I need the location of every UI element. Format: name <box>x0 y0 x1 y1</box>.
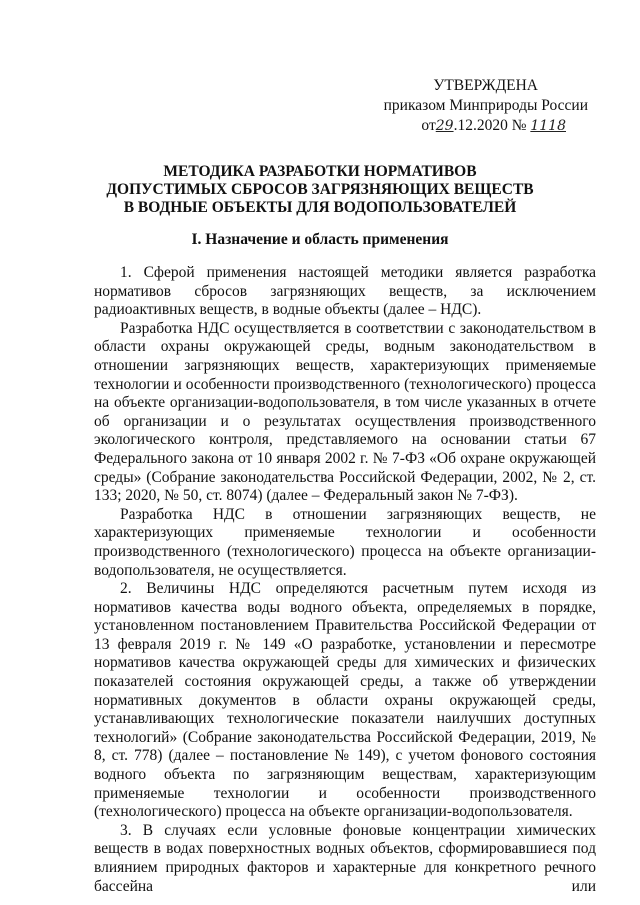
approval-date-day: 29 <box>435 118 454 134</box>
approval-number: 1118 <box>530 118 566 134</box>
approval-date-line <box>0 116 588 136</box>
title-line-2: ДОПУСТИМЫХ СБРОСОВ ЗАГРЯЗНЯЮЩИХ ВЕЩЕСТВ <box>106 181 534 198</box>
document-body <box>94 264 596 896</box>
approval-date-prefix: от <box>421 117 436 134</box>
approval-order: приказом Минприроды России <box>383 97 588 114</box>
paragraph-2: Разработка НДС осуществляется в соответствии с законодательством в области охраны окружающей среды, водным законодательством в отношении загрязняющих веществ, характеризующих применяемые технологии и особенности производственного (технологического) процесса на объекте организации-водопользователя, в том числе указанных в отчете об организации и о результатах осуществления производственного экологического контроля, представляемого на основании статьи 67 Федерального закона от 10 января 2002 г. № 7-ФЗ «Об охране окружающей среды» (Собрание законодательства Российской Федерации, 2002, № 2, ст. 133; 2020, № 50, ст. 8074) (далее – Федеральный закон № 7-ФЗ). <box>94 319 596 505</box>
approval-date-rest: .12.2020 № <box>453 117 527 134</box>
paragraph-1: 1. Сферой применения настоящей методики является разработка нормативов сбросов загрязняющих веществ, за исключением радиоактивных веществ, в водные объекты (далее – НДС). <box>94 264 596 319</box>
title-line-1: МЕТОДИКА РАЗРАБОТКИ НОРМАТИВОВ <box>163 163 477 180</box>
paragraph-3: Разработка НДС в отношении загрязняющих веществ, не характеризующих применяемые технологии и особенности производственного (технологического) процесса на объекте организации-водопользователя, не осуществляется. <box>94 505 596 579</box>
approval-title: УТВЕРЖДЕНА <box>433 77 538 94</box>
document-title <box>90 163 550 217</box>
paragraph-5: 3. В случаях если условные фоновые концентрации химических веществ в водах поверхностных водных объектов, сформировавшиеся под влиянием природных факторов и характерные для конкретного речного бассейна или <box>94 821 596 895</box>
title-line-3: В ВОДНЫЕ ОБЪЕКТЫ ДЛЯ ВОДОПОЛЬЗОВАТЕЛЕЙ <box>123 199 517 216</box>
section-heading: I. Назначение и область применения <box>191 231 449 248</box>
approval-stamp <box>0 76 588 136</box>
paragraph-4: 2. Величины НДС определяются расчетным путем исходя из нормативов качества воды водного объекта, определяемых в порядке, установленном постановлением Правительства Российской Федерации от 13 февраля 2019 г. № 149 «О разработке, установлении и пересмотре нормативов качества окружающей среды для химических и физических показателей состояния окружающей среды, а также об утверждении нормативных документов в области охраны окружающей среды, устанавливающих технологические показатели наилучших доступных технологий» (Собрание законодательства Российской Федерации, 2019, № 8, ст. 778) (далее – постановление № 149), с учетом фонового состояния водного объекта по загрязняющим веществам, характеризующим применяемые технологии и особенности производственного (технологического) процесса на объекте организации-водопользователя. <box>94 580 596 821</box>
